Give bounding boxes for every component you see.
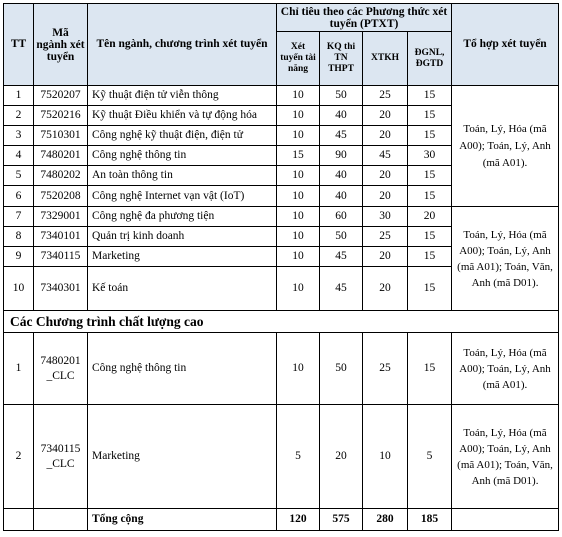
cell-tt: 10 <box>4 267 34 311</box>
cell-q3: 25 <box>363 86 408 106</box>
total-q2: 575 <box>320 509 363 531</box>
cell-q3: 20 <box>363 106 408 126</box>
table-row <box>4 333 559 405</box>
header-code: Mã ngành xét tuyển <box>34 4 88 86</box>
cell-q1: 10 <box>277 247 320 267</box>
cell-q3: 20 <box>363 186 408 207</box>
cell-code: 7480202 <box>34 166 88 186</box>
cell-code: 7520207 <box>34 86 88 106</box>
cell-q2: 50 <box>320 333 363 405</box>
cell-empty <box>452 509 559 531</box>
cell-name: Kỹ thuật Điều khiển và tự động hóa <box>88 106 277 126</box>
cell-q4: 20 <box>408 207 452 227</box>
cell-q2: 20 <box>320 405 363 509</box>
combo-group-b: Toán, Lý, Hóa (mã A00); Toán, Lý, Anh (mã A01); Toán, Văn, Anh (mã D01). <box>452 207 559 311</box>
cell-q1: 10 <box>277 207 320 227</box>
cell-name: Công nghệ thông tin <box>88 333 277 405</box>
cell-tt: 3 <box>4 126 34 146</box>
cell-name: Kỹ thuật điện tử viễn thông <box>88 86 277 106</box>
cell-combo: Toán, Lý, Hóa (mã A00); Toán, Lý, Anh (mã A01). <box>452 333 559 405</box>
header-q4: ĐGNL, ĐGTD <box>408 32 452 86</box>
cell-q4: 15 <box>408 227 452 247</box>
header-name: Tên ngành, chương trình xét tuyển <box>88 4 277 86</box>
cell-q4: 5 <box>408 405 452 509</box>
cell-q1: 10 <box>277 126 320 146</box>
cell-code: 7340301 <box>34 267 88 311</box>
cell-q1: 10 <box>277 227 320 247</box>
table-row <box>4 207 559 227</box>
cell-q4: 15 <box>408 86 452 106</box>
cell-tt: 8 <box>4 227 34 247</box>
cell-name: Công nghệ thông tin <box>88 146 277 166</box>
cell-q1: 10 <box>277 267 320 311</box>
admission-quota-table <box>3 3 559 531</box>
cell-tt: 5 <box>4 166 34 186</box>
cell-q2: 60 <box>320 207 363 227</box>
cell-tt: 2 <box>4 106 34 126</box>
cell-q2: 40 <box>320 106 363 126</box>
cell-empty <box>4 509 34 531</box>
cell-name: Quản trị kinh doanh <box>88 227 277 247</box>
cell-name: Marketing <box>88 247 277 267</box>
cell-q4: 15 <box>408 186 452 207</box>
cell-tt: 7 <box>4 207 34 227</box>
cell-tt: 1 <box>4 86 34 106</box>
total-row <box>4 509 559 531</box>
cell-q2: 50 <box>320 86 363 106</box>
cell-q1: 15 <box>277 146 320 166</box>
cell-q4: 15 <box>408 166 452 186</box>
cell-code: 7340115 _CLC <box>34 405 88 509</box>
cell-name: Kế toán <box>88 267 277 311</box>
cell-name: Công nghệ đa phương tiện <box>88 207 277 227</box>
cell-q3: 20 <box>363 166 408 186</box>
cell-q3: 20 <box>363 126 408 146</box>
cell-q2: 50 <box>320 227 363 247</box>
header-q3: XTKH <box>363 32 408 86</box>
cell-code: 7480201 _CLC <box>34 333 88 405</box>
cell-q2: 40 <box>320 186 363 207</box>
header-tt: TT <box>4 4 34 86</box>
cell-q1: 5 <box>277 405 320 509</box>
cell-q3: 45 <box>363 146 408 166</box>
header-q2: KQ thi TN THPT <box>320 32 363 86</box>
cell-q1: 10 <box>277 166 320 186</box>
cell-q3: 20 <box>363 267 408 311</box>
table-row <box>4 405 559 509</box>
cell-code: 7340101 <box>34 227 88 247</box>
cell-q2: 45 <box>320 247 363 267</box>
cell-code: 7520216 <box>34 106 88 126</box>
cell-q3: 25 <box>363 333 408 405</box>
section-row <box>4 311 559 333</box>
cell-empty <box>34 509 88 531</box>
cell-q4: 15 <box>408 106 452 126</box>
cell-q1: 10 <box>277 333 320 405</box>
cell-q1: 10 <box>277 86 320 106</box>
cell-name: An toàn thông tin <box>88 166 277 186</box>
cell-tt: 1 <box>4 333 34 405</box>
cell-q3: 10 <box>363 405 408 509</box>
cell-code: 7329001 <box>34 207 88 227</box>
cell-code: 7480201 <box>34 146 88 166</box>
total-q1: 120 <box>277 509 320 531</box>
cell-name: Công nghệ kỹ thuật điện, điện tử <box>88 126 277 146</box>
cell-tt: 2 <box>4 405 34 509</box>
cell-tt: 9 <box>4 247 34 267</box>
cell-q4: 30 <box>408 146 452 166</box>
cell-q2: 90 <box>320 146 363 166</box>
cell-q3: 30 <box>363 207 408 227</box>
cell-name: Marketing <box>88 405 277 509</box>
cell-q4: 15 <box>408 247 452 267</box>
cell-q4: 15 <box>408 267 452 311</box>
total-label: Tổng cộng <box>88 509 277 531</box>
cell-q2: 45 <box>320 126 363 146</box>
section-title: Các Chương trình chất lượng cao <box>4 311 559 333</box>
cell-q2: 45 <box>320 267 363 311</box>
cell-q4: 15 <box>408 126 452 146</box>
cell-code: 7510301 <box>34 126 88 146</box>
cell-combo: Toán, Lý, Hóa (mã A00); Toán, Lý, Anh (mã A01); Toán, Văn, Anh (mã D01). <box>452 405 559 509</box>
header-combo: Tổ hợp xét tuyển <box>452 4 559 86</box>
header-q1: Xét tuyển tài năng <box>277 32 320 86</box>
total-q3: 280 <box>363 509 408 531</box>
cell-code: 7520208 <box>34 186 88 207</box>
cell-q3: 25 <box>363 227 408 247</box>
total-q4: 185 <box>408 509 452 531</box>
header-quota-group: Chỉ tiêu theo các Phương thức xét tuyển (PTXT) <box>277 4 452 32</box>
cell-q1: 10 <box>277 186 320 207</box>
cell-q1: 10 <box>277 106 320 126</box>
cell-q4: 15 <box>408 333 452 405</box>
cell-tt: 4 <box>4 146 34 166</box>
cell-code: 7340115 <box>34 247 88 267</box>
combo-group-a: Toán, Lý, Hóa (mã A00); Toán, Lý, Anh (mã A01). <box>452 86 559 207</box>
cell-q3: 20 <box>363 247 408 267</box>
table-row <box>4 86 559 106</box>
cell-tt: 6 <box>4 186 34 207</box>
cell-name: Công nghệ Internet vạn vật (IoT) <box>88 186 277 207</box>
cell-q2: 40 <box>320 166 363 186</box>
